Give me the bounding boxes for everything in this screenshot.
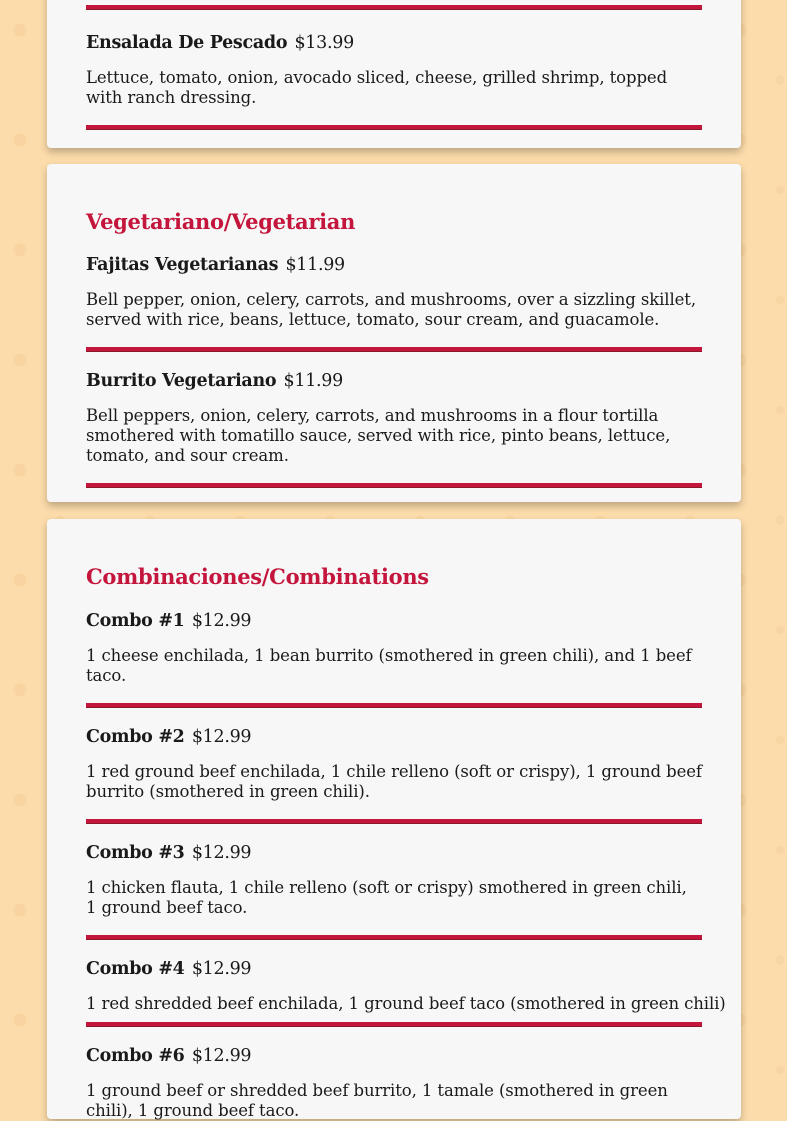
- menu-item: [86, 253, 702, 352]
- menu-item-name: Combo #4: [86, 959, 185, 979]
- menu-item-name: Burrito Vegetariano: [86, 371, 277, 391]
- menu-item: [86, 609, 702, 708]
- menu-item-description: 1 chicken flauta, 1 chile relleno (soft or crispy) smothered in green chili, 1 ground beef taco.: [86, 878, 687, 917]
- section-title: Vegetariano/Vegetarian: [86, 209, 356, 234]
- item-divider: [86, 819, 702, 824]
- menu-item-price: $12.99: [191, 611, 252, 631]
- menu-section-card-salads: [47, 0, 741, 148]
- menu-item-name: Combo #3: [86, 843, 185, 863]
- item-divider: [86, 703, 702, 708]
- section-title: Combinaciones/Combinations: [86, 564, 429, 589]
- menu-item: [86, 369, 702, 488]
- menu-item-name: Ensalada De Pescado: [86, 33, 288, 53]
- item-divider: [86, 347, 702, 352]
- menu-item-price: $11.99: [285, 255, 345, 275]
- menu-item-price: $13.99: [294, 33, 354, 53]
- menu-item-description: 1 red ground beef enchilada, 1 chile relleno (soft or crispy), 1 ground beef burrito (smothered in green chili).: [86, 762, 702, 801]
- menu-item: [86, 841, 702, 940]
- item-divider: [86, 125, 702, 130]
- menu-item: [86, 1044, 702, 1121]
- menu-item-price: $12.99: [191, 843, 252, 863]
- menu-item-price: $12.99: [191, 959, 252, 979]
- menu-item-price: $12.99: [191, 727, 252, 747]
- item-divider: [86, 483, 702, 488]
- menu-item-description: Bell pepper, onion, celery, carrots, and mushrooms, over a sizzling skillet, served with rice, beans, lettuce, tomato, sour cream, and guacamole.: [86, 290, 696, 329]
- menu-item-name: Combo #6: [86, 1046, 185, 1066]
- menu-item-description: 1 cheese enchilada, 1 bean burrito (smothered in green chili), and 1 beef taco.: [86, 646, 692, 685]
- menu-item-description: Lettuce, tomato, onion, avocado sliced, cheese, grilled shrimp, topped with ranch dressing.: [86, 68, 668, 107]
- menu-item-description: 1 red shredded beef enchilada, 1 ground beef taco (smothered in green chili): [86, 994, 726, 1013]
- menu-item-name: Fajitas Vegetarianas: [86, 255, 279, 275]
- menu-item: [86, 725, 702, 824]
- menu-item-price: $11.99: [283, 371, 343, 391]
- menu-section-card-vegetarian: [47, 164, 741, 502]
- menu-item: [86, 957, 726, 1027]
- item-divider: [86, 935, 702, 940]
- item-divider: [86, 5, 702, 10]
- menu-item-description: Bell peppers, onion, celery, carrots, and mushrooms in a flour tortilla smothered with tomatillo sauce, served with rice, pinto beans, lettuce, tomato, and sour cream.: [86, 406, 671, 465]
- menu-section-card-combinations: [47, 519, 741, 1119]
- menu-item-name: Combo #2: [86, 727, 185, 747]
- menu-item-description: 1 ground beef or shredded beef burrito, 1 tamale (smothered in green chili), 1 ground beef taco.: [86, 1081, 668, 1120]
- menu-item: [86, 31, 702, 130]
- menu-item-name: Combo #1: [86, 611, 185, 631]
- menu-item-price: $12.99: [191, 1046, 252, 1066]
- item-divider: [86, 1022, 702, 1027]
